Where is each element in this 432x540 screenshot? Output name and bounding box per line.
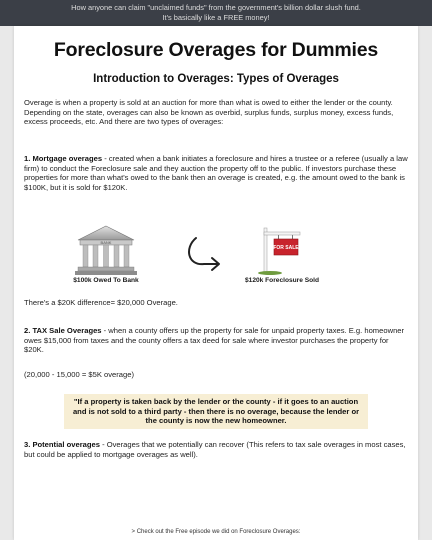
- intro-paragraph: Overage is when a property is sold at an auction for more than what is owed to either the lender or the county. Depending on the state, overages can also be known as overbid, surplus funds, surplus money, excess funds, excess proceeds, etc. And there are two types of overages:: [24, 98, 394, 127]
- episode-link[interactable]: > Check out the Free episode we did on Foreclosure Overages:: [131, 529, 301, 535]
- potential-overages-paragraph: [24, 440, 408, 459]
- mortgage-overages-heading: 1. Mortgage overages: [24, 154, 103, 163]
- tax-overages-paragraph: [24, 326, 408, 355]
- potential-overages-heading: 3. Potential overages: [24, 440, 100, 449]
- tax-calculation-line: (20,000 - 15,000 = $5K overage): [24, 370, 134, 379]
- difference-line: There's a $20K difference= $20,000 Overage.: [24, 298, 178, 307]
- document-page: [14, 26, 418, 540]
- bank-building-icon: [74, 224, 138, 276]
- mortgage-overages-paragraph: [24, 154, 408, 192]
- mortgage-overages-text: - created when a bank initiates a foreclosure and hires a trustee or a referee (usually a law firm) to conduct the Foreclosure sale and they auction the property off to the public. If investors purchase these properties for more than what's owed to the bank then an overage is created, e.g. the amount owed to the bank is $100K, but it is sold for $120K.: [24, 154, 408, 192]
- highlighted-callout: "If a property is taken back by the lender or the county - if it goes to an auction and is not sold to a third party - then there is no overage, because the lender or the county is now the new homeowner.: [64, 394, 368, 429]
- banner-line-1: How anyone can claim "unclaimed funds" from the government's billion dollar slush fund.: [71, 3, 361, 12]
- bank-sign-text: BANK: [100, 240, 112, 245]
- for-sale-sign-text: FOR SALE: [273, 245, 299, 251]
- page-subtitle: Introduction to Overages: Types of Overages: [93, 73, 339, 85]
- potential-overages-text: - Overages that we potentially can recover (This refers to tax sale overages in most cases, but could be applied to mortgage overages as well).: [24, 440, 406, 459]
- house-caption: $120k Foreclosure Sold: [244, 277, 320, 284]
- top-banner: [0, 0, 432, 26]
- banner-line-2: It's basically like a FREE money!: [162, 13, 270, 22]
- bank-caption: $100k Owed To Bank: [73, 277, 139, 284]
- curved-arrow-icon: [182, 234, 224, 274]
- page-title: Foreclosure Overages for Dummies: [53, 39, 379, 61]
- for-sale-sign-icon: [256, 224, 306, 276]
- tax-overages-text: - when a county offers up the property for sale for unpaid property taxes. E.g. homeowner owes $15,000 from taxes and the county offers a tax deed for sale where investor purchases the property for $20K.: [24, 326, 405, 355]
- tax-overages-heading: 2. TAX Sale Overages: [24, 326, 102, 335]
